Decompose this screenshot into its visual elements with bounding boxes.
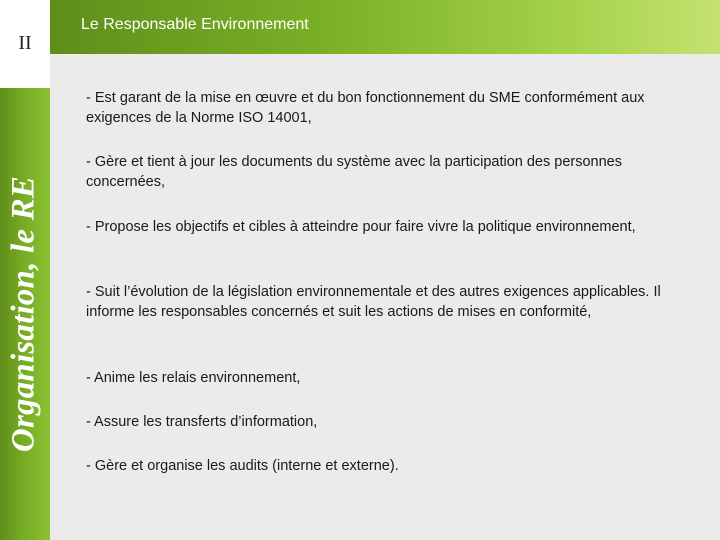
section-number-box	[0, 0, 50, 88]
bullet-item: - Est garant de la mise en œuvre et du bon fonctionnement du SME conformément aux exigences de la Norme ISO 14001,	[86, 90, 645, 126]
header-bar	[50, 0, 720, 54]
sidebar-band	[0, 0, 50, 540]
bullet-item: - Anime les relais environnement,	[86, 370, 301, 386]
vertical-section-title: Organisation, le RE	[5, 175, 42, 453]
slide-title: Le Responsable Environnement	[81, 16, 309, 33]
bullet-item: - Propose les objectifs et cibles à atteindre pour faire vivre la politique environnement,	[86, 219, 636, 235]
bullet-item: - Assure les transferts d’information,	[86, 414, 318, 430]
section-number: II	[18, 32, 32, 54]
bullet-item: - Gère et tient à jour les documents du système avec la participation des personnes concernées,	[86, 154, 622, 190]
bullet-item: - Gère et organise les audits (interne et externe).	[86, 458, 399, 474]
bullet-item: - Suit l’évolution de la législation environnementale et des autres exigences applicables. Il informe les responsables concernés et suit les actions de mises en conformité,	[86, 284, 661, 320]
